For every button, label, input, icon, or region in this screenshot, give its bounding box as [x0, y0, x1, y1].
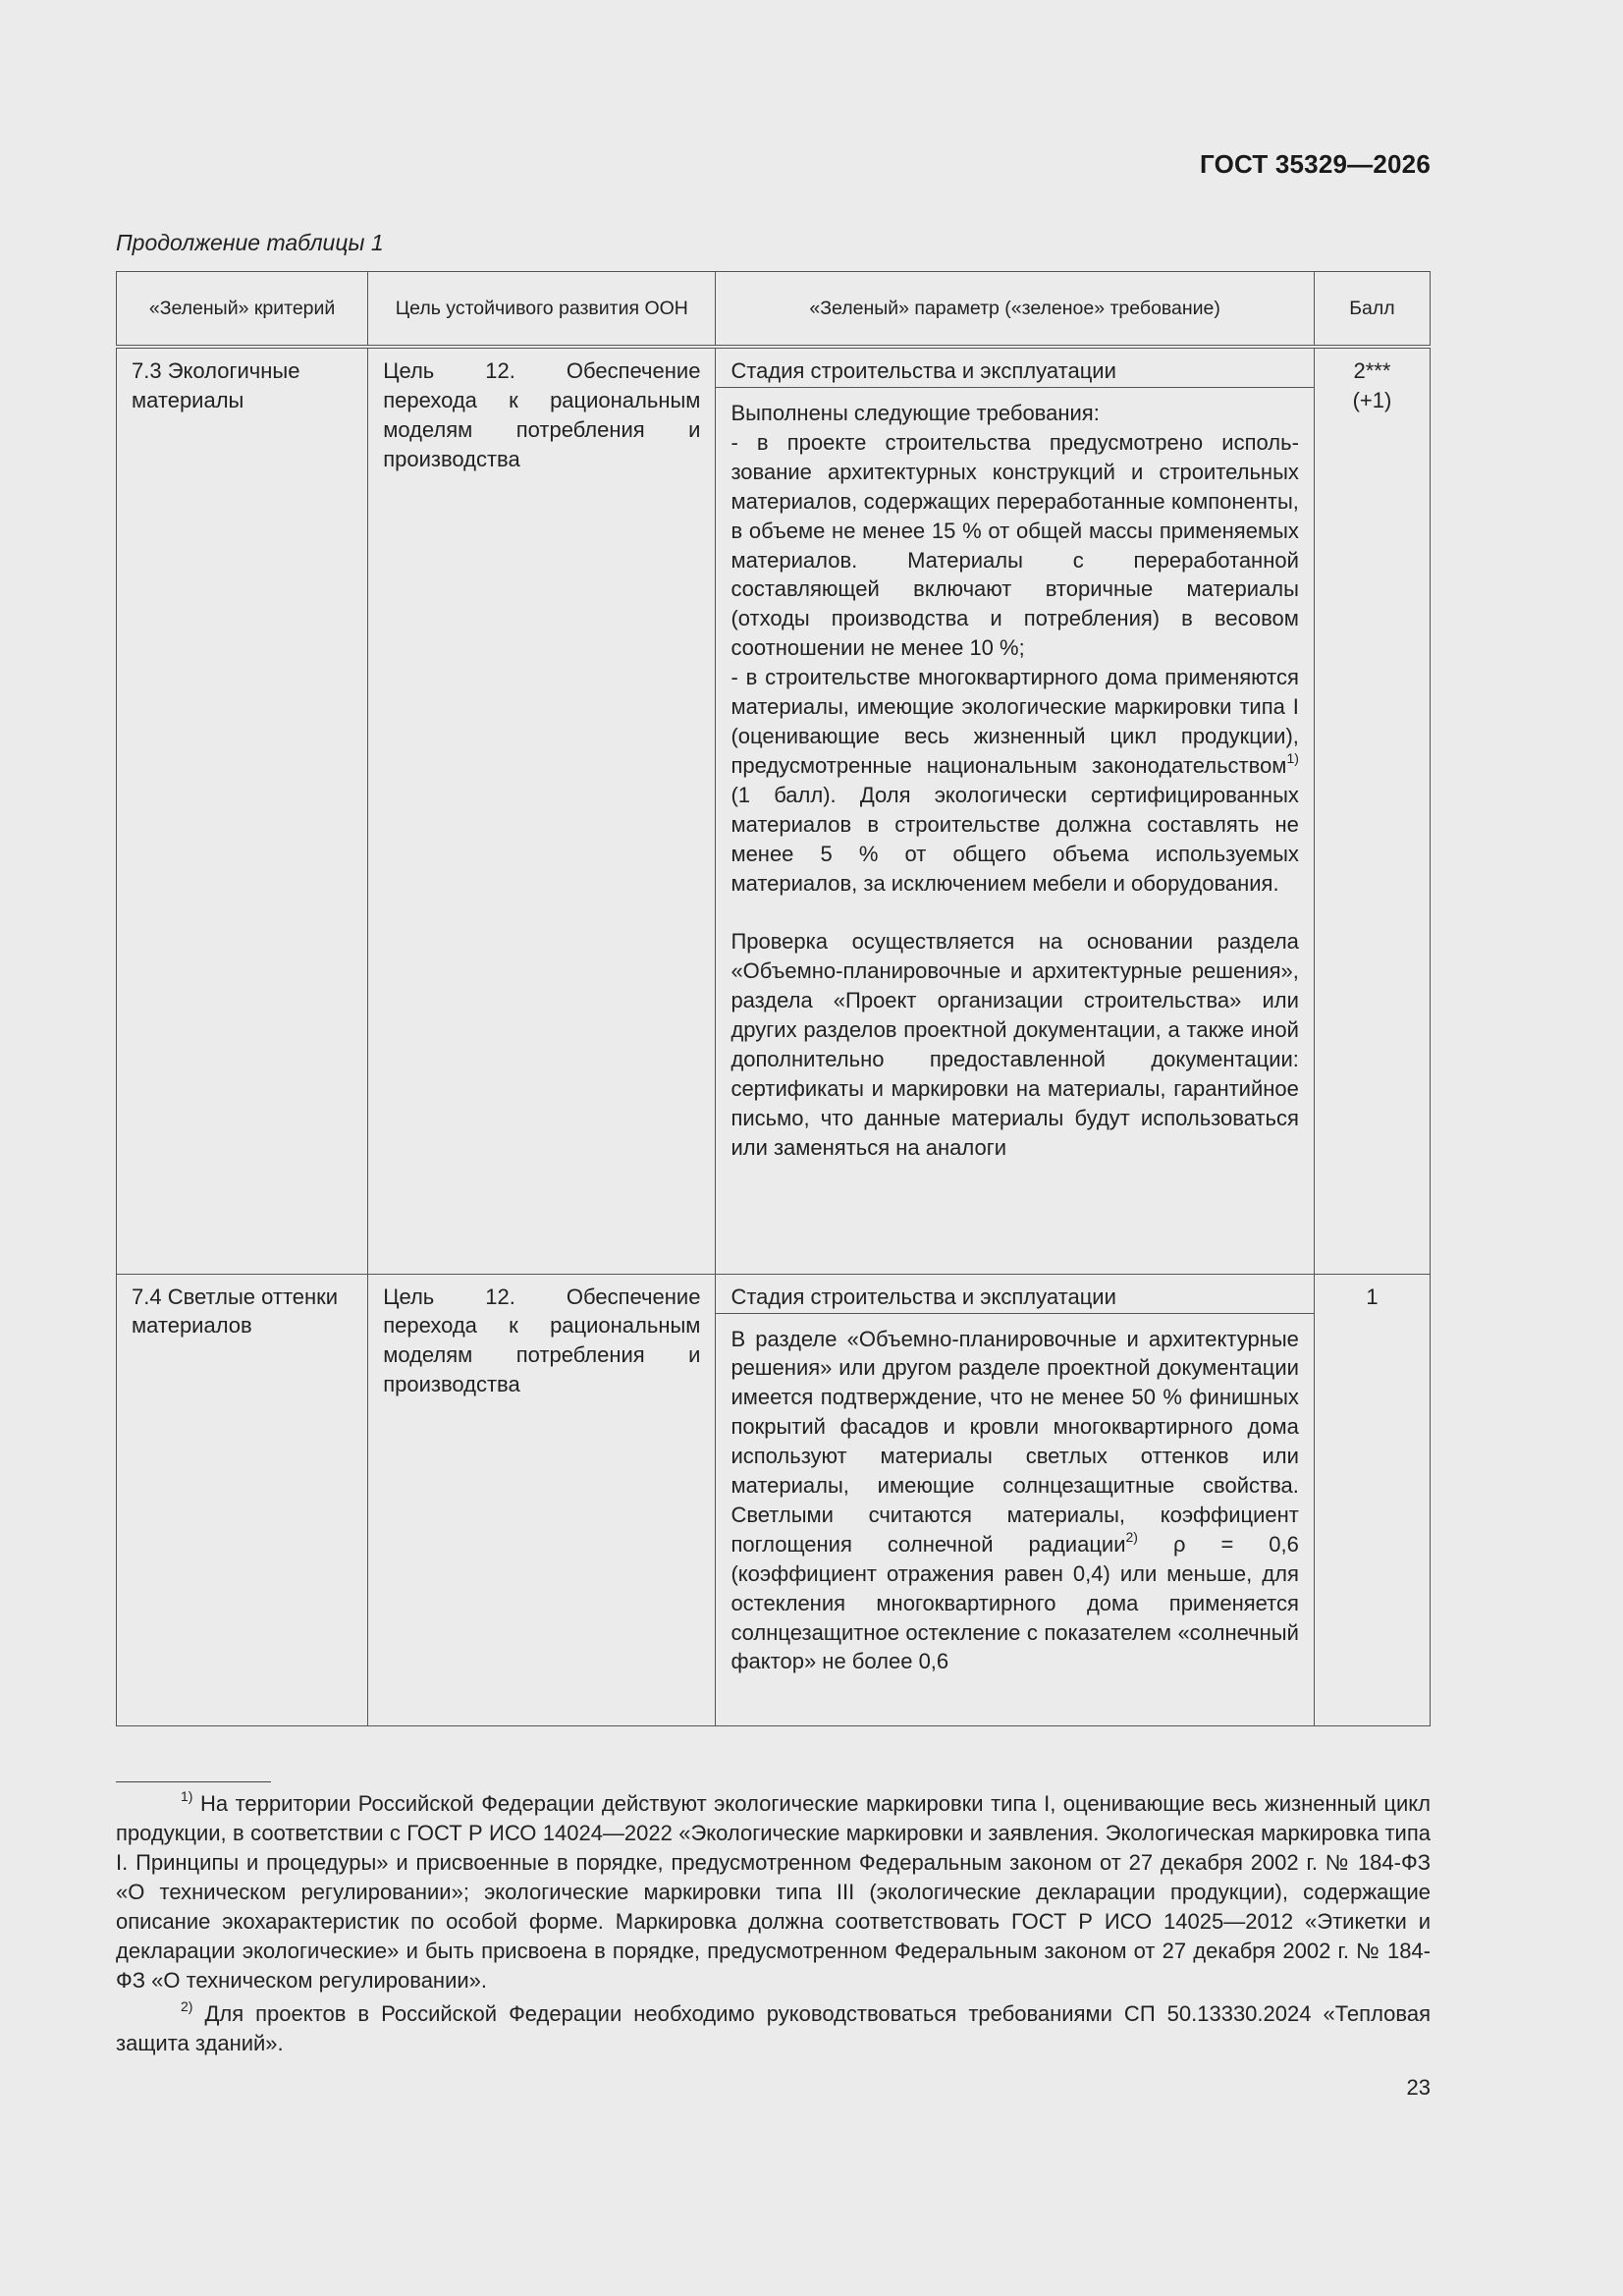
- footnote-text: Для проектов в Российской Федерации необходимо руководствоваться требованиями СП 50.13330.2024 «Тепловая защита зданий».: [116, 2001, 1431, 2055]
- stage-label: Стадия строительства и эксплуатации: [716, 1275, 1313, 1314]
- column-header-parameter: «Зеленый» параметр («зеленое» требование): [716, 272, 1314, 348]
- score-value: 2***: [1353, 358, 1391, 383]
- criterion-cell: 7.3 Экологичные материалы: [117, 347, 368, 1274]
- requirement-paragraph: [730, 663, 1298, 898]
- criterion-cell: 7.4 Светлые оттенки материалов: [117, 1274, 368, 1725]
- un-goal-cell: Цель 12. Обеспечение перехода к рациональным моделям потребления и производства: [368, 1274, 716, 1725]
- requirement-paragraph: - в проекте строительства предусмотрено использование архитектурных конструкций и строительных материалов, содержащих переработанные компоненты, в объеме не менее 15 % от общей массы применяемых материалов. Материалы с переработанной составляющей включают вторичные материалы (отходы производства и потребления) в весовом соотношении не менее 10 %;: [730, 429, 1299, 661]
- un-goal-cell: Цель 12. Обеспечение перехода к рациональным моделям потребления и производства: [368, 347, 716, 1274]
- requirement-text: [716, 388, 1313, 1169]
- footnotes: [116, 1789, 1431, 2062]
- footnote-reference: 1): [1286, 749, 1299, 766]
- requirement-paragraph: Выполнены следующие требования:: [730, 401, 1100, 425]
- requirement-text-part: - в строительстве многоквартирного дома применяются материалы, имеющие экологические маркировки типа I (оценивающие весь жизненный цикл продукции), предусмотренные национальным законодательством: [730, 665, 1299, 778]
- parameter-cell: [716, 1274, 1314, 1725]
- footnote-marker: 2): [181, 1997, 193, 2014]
- table-header-row: [117, 272, 1431, 348]
- requirement-paragraph: [730, 1325, 1298, 1677]
- score-cell: [1314, 1274, 1430, 1725]
- table-continuation-label: Продолжение таблицы 1: [116, 230, 384, 255]
- table-row: [117, 347, 1431, 1274]
- requirement-text: [716, 1314, 1313, 1683]
- footnote-text: На территории Российской Федерации действуют экологические маркировки типа I, оценивающие весь жизненный цикл продукции, в соответствии с ГОСТ Р ИСО 14024—2022 «Экологические маркировки и заявления. Экологическая маркировка типа I. Принципы и процедуры» и присвоенные в порядке, предусмотренном Федеральным законом от 27 декабря 2002 г. № 184-ФЗ «О техническом регулировании»; экологические маркировки типа III (экологические декларации продукции), содержащие описание экохарактеристик по особой форме. Маркировка должна соответствовать ГОСТ Р ИСО 14025—2012 «Этикетки и декларации экологические» и быть присвоена в порядке, предусмотренном Федеральным законом от 27 декабря 2002 г. № 184-ФЗ «О техническом регулировании».: [116, 1791, 1431, 1993]
- footnote-reference: 2): [1125, 1528, 1138, 1545]
- footnote: [116, 1789, 1431, 1995]
- table-row: [117, 1274, 1431, 1725]
- footnote: [116, 1999, 1431, 2058]
- stage-label: Стадия строительства и эксплуатации: [716, 349, 1313, 388]
- score-value: 1: [1366, 1284, 1379, 1309]
- requirement-text-part: В разделе «Объемно-планировочные и архитектурные решения» или другом разделе проектной документации имеется подтверждение, что не менее 50 % финишных покрытий фасадов и кровли многоквартирного дома используют материалы светлых оттенков или материалы, имеющие солнцезащитные свойства. Светлыми считаются материалы, коэффициент поглощения солнечной радиации: [730, 1326, 1299, 1557]
- requirement-text-part: ρ = 0,6 (коэффициент отражения равен 0,4) или меньше, для остекления многоквартирного дома применяется солнцезащитное остекление с показателем «солнечный фактор» не более 0,6: [730, 1531, 1299, 1674]
- column-header-criterion: «Зеленый» критерий: [117, 272, 368, 348]
- parameter-cell: [716, 347, 1314, 1274]
- requirement-text-part: (1 балл). Доля экологически сертифицированных материалов в строительстве должна составлять не менее 5 % от общего объема используемых материалов, за исключением мебели и оборудования.: [730, 782, 1299, 896]
- score-cell: [1314, 347, 1430, 1274]
- column-header-score: Балл: [1314, 272, 1430, 348]
- page-number: 23: [1406, 2075, 1431, 2100]
- criteria-table: [116, 271, 1431, 1726]
- column-header-un-goal: Цель устойчивого развития ООН: [368, 272, 716, 348]
- requirement-paragraph: Проверка осуществляется на основании раздела «Объемно-планировочные и архитектурные решения», раздела «Проект организации строительства» или других разделов проектной документации, а также иной дополнительно предоставленной документации: сертификаты и маркировки на материалы, гарантийное письмо, что данные материалы будут использоваться или заменяться на аналоги: [730, 929, 1299, 1160]
- score-bonus: (+1): [1352, 387, 1392, 412]
- footnote-marker: 1): [181, 1787, 193, 1804]
- footnote-separator: [116, 1781, 271, 1782]
- document-code: ГОСТ 35329—2026: [1200, 149, 1431, 179]
